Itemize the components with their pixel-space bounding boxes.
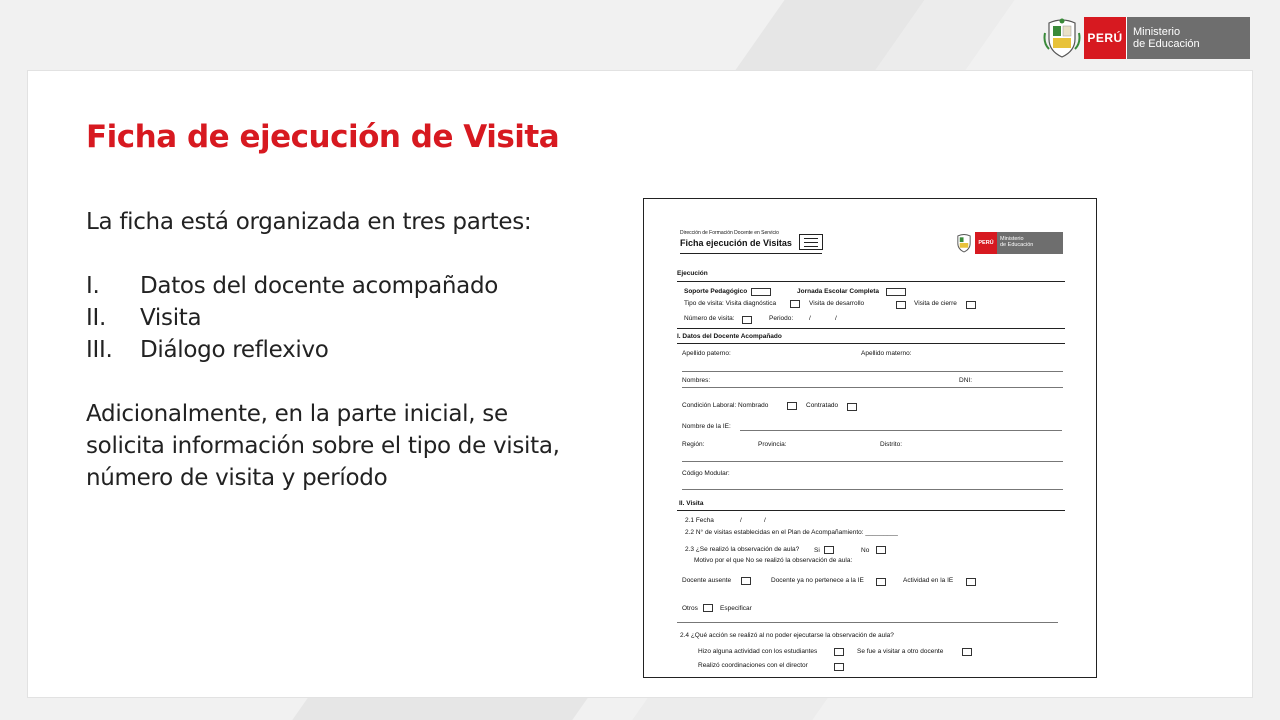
label-tipo: Tipo de visita: Visita diagnóstica [684,300,777,307]
label-coordinaciones: Realizó coordinaciones con el director [698,662,808,669]
checkbox-jornada[interactable] [886,288,906,296]
label-si: Si [814,547,820,554]
label-otros: Otros [682,605,698,612]
coat-of-arms-icon [955,232,973,254]
list-item-number: III. [86,337,113,363]
label-fecha: 2.1 Fecha [685,517,714,524]
label-dni: DNI: [959,377,972,384]
ministry-line-1: Ministerio [1133,26,1181,38]
form-logo-line-2: de Educación [1000,242,1034,248]
parts-list [86,270,586,366]
slide-title: Ficha de ejecución de Visita [86,119,560,155]
ministry-label [1126,17,1250,59]
label-cierre: Visita de cierre [914,300,957,307]
checkbox-coordinaciones[interactable] [834,663,844,671]
label-jornada: Jornada Escolar Completa [797,288,879,295]
list-item [86,302,586,334]
label-pregunta-24: 2.4 ¿Qué acción se realizó al no poder ejecutarse la observación de aula? [680,632,894,639]
checkbox-cierre[interactable] [966,301,976,309]
slide-body [86,206,586,494]
label-otro-docente: Se fue a visitar a otro docente [857,648,944,655]
list-item-number: I. [86,273,100,299]
label-motivo: Motivo por el que No se realizó la observación de aula: [694,557,853,564]
label-condicion: Condición Laboral: Nombrado [682,402,769,409]
checkbox-si[interactable] [824,546,834,554]
checkbox-otro-docente[interactable] [962,648,972,656]
label-no: No [861,547,870,554]
peru-label: PERÚ [1084,17,1126,59]
label-nombres: Nombres: [682,377,711,384]
list-item-label: Diálogo reflexivo [140,337,329,363]
label-no-pertenece: Docente ya no pertenece a la IE [771,577,864,584]
checkbox-numero[interactable] [742,316,752,324]
label-apellido-paterno: Apellido paterno: [682,350,731,357]
label-apellido-materno: Apellido materno: [861,350,912,357]
section-execution: Ejecución [677,270,708,277]
form-logo-line-1: Ministerio [1000,236,1024,242]
document-icon [799,234,823,250]
periodo-slash: / [835,315,837,322]
section-datos-docente: I. Datos del Docente Acompañado [677,333,782,340]
coat-of-arms-icon [1043,17,1081,59]
closing-text: Adicionalmente, en la parte inicial, se solicita información sobre el tipo de visita, número de visita y período [86,401,560,491]
label-num-visitas: 2.2 N° de visitas establecidas en el Plan de Acompañamiento: _________ [685,529,898,536]
list-item-label: Visita [140,305,202,331]
checkbox-contratado[interactable] [847,403,857,411]
label-soporte: Soporte Pedagógico [684,288,748,295]
label-region: Región: [682,441,705,448]
checkbox-ausente[interactable] [741,577,751,585]
label-nombre-ie: Nombre de la IE: [682,423,731,430]
fecha-slash: / [740,517,742,524]
label-ausente: Docente ausente [682,577,732,584]
checkbox-actividad[interactable] [966,578,976,586]
checkbox-nombrado[interactable] [787,402,797,410]
label-actividad: Actividad en la IE [903,577,954,584]
label-provincia: Provincia: [758,441,787,448]
label-contratado: Contratado [806,402,839,409]
checkbox-hizo-actividad[interactable] [834,648,844,656]
label-hizo-actividad: Hizo alguna actividad con los estudiantes [698,648,818,655]
intro-text: La ficha está organizada en tres partes: [86,209,532,235]
form-logo-country: PERÚ [975,232,997,254]
label-periodo: Periodo: [769,315,794,322]
list-item-number: II. [86,305,106,331]
label-distrito: Distrito: [880,441,903,448]
form-ministry-logo [955,232,1063,254]
label-desarrollo: Visita de desarrollo [809,300,865,307]
periodo-slash: / [809,315,811,322]
form-heading: Ficha ejecución de Visitas [680,238,792,248]
checkbox-desarrollo[interactable] [896,301,906,309]
checkbox-no-pertenece[interactable] [876,578,886,586]
label-observacion: 2.3 ¿Se realizó la observación de aula? [685,546,800,553]
form-logo-ministry [997,232,1063,254]
list-item [86,334,586,366]
checkbox-diagnostica[interactable] [790,300,800,308]
fecha-slash: / [764,517,766,524]
form-image [643,198,1097,678]
label-codigo: Código Modular: [682,470,730,477]
section-visita: II. Visita [679,500,704,507]
checkbox-soporte[interactable] [751,288,771,296]
list-item-label: Datos del docente acompañado [140,273,499,299]
label-especificar: Especificar [720,605,752,612]
label-numero: Número de visita: [684,315,735,322]
ministry-line-2: de Educación [1133,38,1200,50]
ministry-logo [1043,17,1250,59]
list-item [86,270,586,302]
checkbox-otros[interactable] [703,604,713,612]
checkbox-no[interactable] [876,546,886,554]
form-directorate: Dirección de Formación Docente en Servicio [680,230,779,236]
